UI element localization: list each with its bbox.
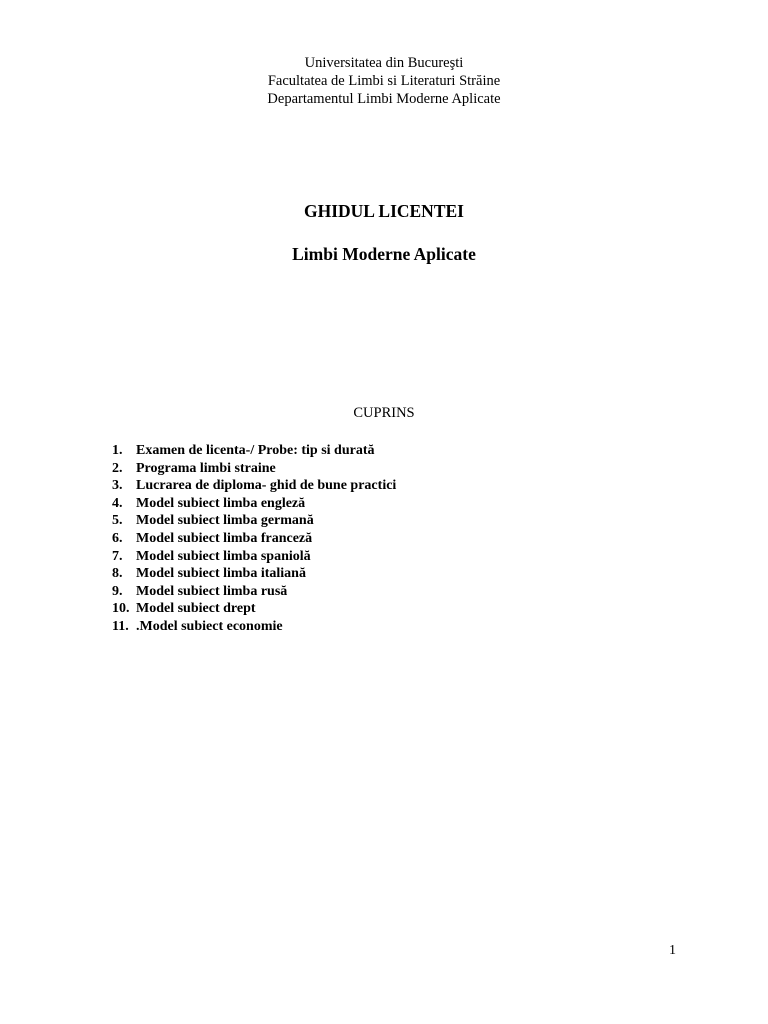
toc-item [112, 530, 396, 548]
toc-item-number: 1. [112, 443, 123, 458]
toc-item-text: .Model subiect economie [136, 618, 283, 634]
toc-item-number: 4. [112, 495, 123, 511]
toc-item-text: Model subiect limba spaniolă [136, 548, 311, 564]
toc-item-number: 5. [112, 513, 123, 529]
toc-item [112, 512, 396, 530]
document-subtitle: Limbi Moderne Aplicate [292, 244, 476, 264]
toc-item-text: Model subiect limba italiană [136, 566, 306, 582]
department-name: Departamentul Limbi Moderne Aplicate [267, 91, 501, 107]
toc-item-text: Model subiect drept [136, 601, 256, 617]
university-name: Universitatea din Bucureşti [304, 55, 464, 71]
toc-item-text: Model subiect limba rusă [136, 583, 288, 599]
toc-item [112, 583, 396, 601]
toc-item [112, 495, 396, 513]
toc-item-number: 6. [112, 530, 123, 546]
table-of-contents [112, 442, 396, 636]
toc-item-text: Lucrarea de diploma- ghid de bune practici [136, 478, 397, 494]
toc-item-text: Model subiect limba engleză [136, 495, 306, 511]
toc-item [112, 600, 396, 618]
toc-item-number: 11. [112, 618, 129, 634]
toc-item [112, 442, 396, 460]
toc-item [112, 618, 396, 636]
toc-item-number: 10. [112, 601, 130, 617]
toc-item-number: 3. [112, 478, 123, 494]
toc-item [112, 565, 396, 583]
toc-item-number: 7. [112, 548, 123, 564]
toc-item-number: 2. [112, 460, 123, 476]
toc-heading: CUPRINS [353, 405, 415, 421]
toc-item-number: 8. [112, 566, 123, 582]
institution-header [0, 54, 768, 108]
document-title: GHIDUL LICENTEI [304, 201, 464, 221]
toc-item [112, 477, 396, 495]
toc-item-number: 9. [112, 583, 123, 599]
faculty-name: Facultatea de Limbi si Literaturi Străine [267, 73, 501, 89]
toc-item-text: Programa limbi straine [136, 460, 276, 476]
toc-item [112, 548, 396, 566]
toc-item-text: Model subiect limba franceză [136, 530, 313, 546]
toc-item [112, 460, 396, 478]
page-number: 1 [669, 943, 676, 958]
toc-item-text: Model subiect limba germană [136, 513, 314, 529]
toc-item-text: Examen de licenta-/ Probe: tip si durată [136, 443, 375, 458]
